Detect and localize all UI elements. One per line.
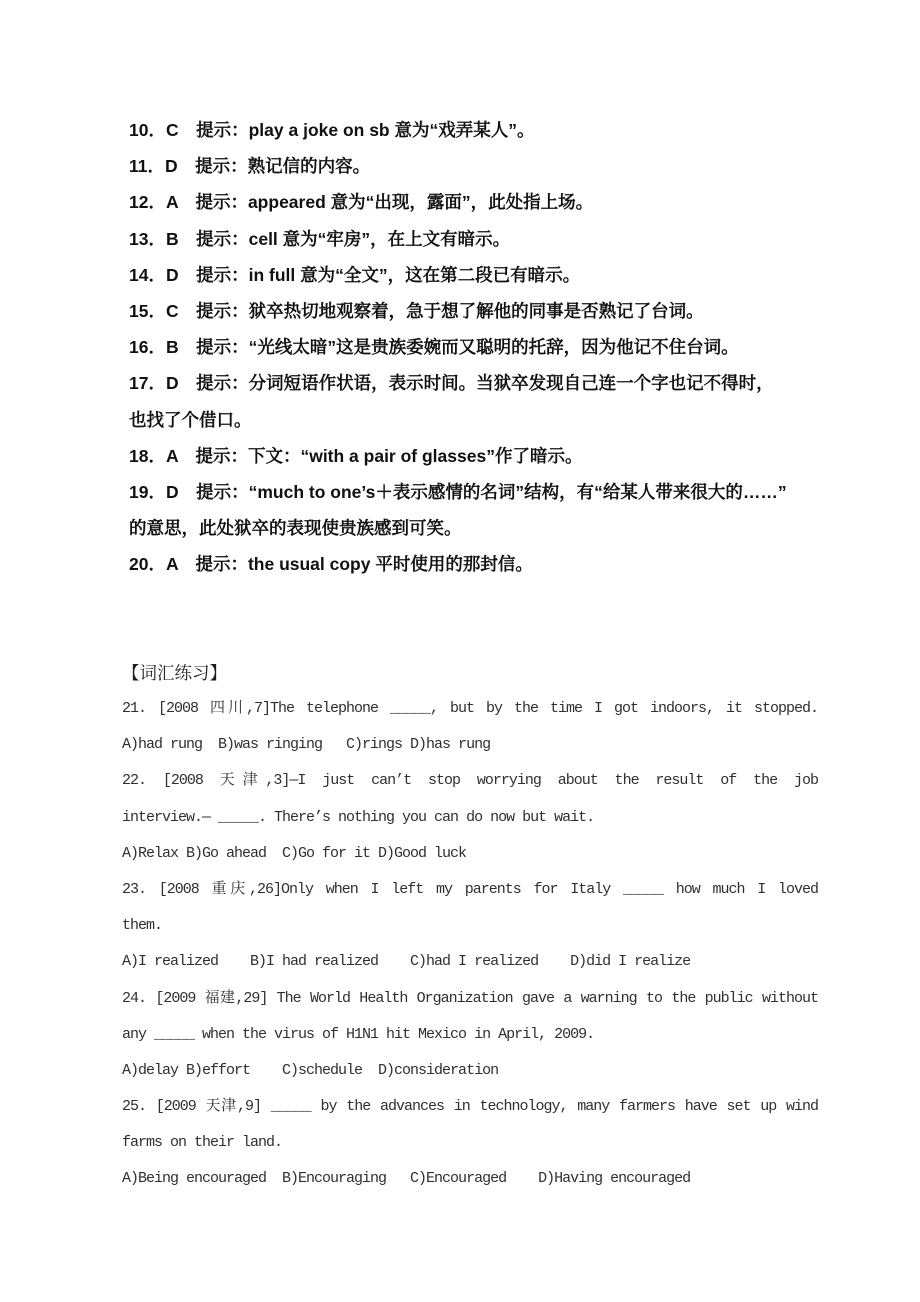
question-line: interview.— _____. There’s nothing you can do now but wait. [122,808,595,826]
question-line: 22. [2008 天津,3]—I just can’t stop worrying about the result of the job [122,772,818,790]
question-item [0,1089,920,1198]
question-line: 24. [2009 福建,29] The World Health Organization gave a warning to the public without [122,989,818,1007]
answer-line: 11．D 提示：熟记信的内容。 [129,156,371,177]
question-item [0,763,920,872]
options-line: A)had rung B)was ringing C)rings D)has rung [122,736,491,754]
options-line: A)Being encouraged B)Encouraging C)Encouraged D)Having encouraged [122,1170,691,1188]
answer-line: 15．C 提示：狱卒热切地观察着，急于想了解他的同事是否熟记了台词。 [129,300,704,321]
vocab-section [0,655,920,1198]
question-item [0,691,920,763]
answer-line: 16．B 提示：“光线太暗”这是贵族委婉而又聪明的托辞，因为他记不住台词。 [129,337,739,358]
answer-line: 也找了个借口。 [129,409,252,430]
options-line: A)delay B)effort C)schedule D)consideration [122,1061,499,1079]
section-header: 【词汇练习】 [122,662,227,683]
question-line: 25. [2009 天津,9] _____ by the advances in technology, many farmers have set up wind [122,1098,818,1116]
answer-line: 20．A 提示：the usual copy 平时使用的那封信。 [129,554,533,575]
answer-key-section [0,112,920,582]
question-item [0,981,920,1090]
question-line: any _____ when the virus of H1N1 hit Mexico in April, 2009. [122,1025,595,1043]
answer-line: 10．C 提示：play a joke on sb 意为“戏弄某人”。 [129,120,535,140]
options-line: A)Relax B)Go ahead C)Go for it D)Good luck [122,844,467,862]
options-line: A)I realized B)I had realized C)had I realized D)did I realize [122,953,691,971]
question-line: them. [122,917,163,935]
question-line: farms on their land. [122,1134,283,1152]
question-line: 21. [2008 四川,7]The telephone _____, but by the time I got indoors, it stopped. [122,700,818,718]
answer-line: 的意思，此处狱卒的表现使贵族感到可笑。 [129,518,462,539]
answer-line: 14．D 提示：in full 意为“全文”，这在第二段已有暗示。 [129,264,581,285]
answer-line: 18．A 提示：下文：“with a pair of glasses”作了暗示。 [129,445,583,466]
answer-line: 13．B 提示：cell 意为“牢房”，在上文有暗示。 [129,228,511,249]
question-list [0,691,920,1198]
question-line: 23. [2008 重庆,26]Only when I left my parents for Italy _____ how much I loved [122,880,818,898]
answer-line: 19．D 提示：“much to one’s＋表示感情的名词”结构，有“给某人带来很大的……” [129,481,787,502]
answer-line: 12．A 提示：appeared 意为“出现，露面”，此处指上场。 [129,192,594,213]
question-item [0,872,920,981]
answer-line: 17．D 提示：分词短语作状语，表示时间。当狱卒发现自己连一个字也记不得时， [129,373,774,394]
